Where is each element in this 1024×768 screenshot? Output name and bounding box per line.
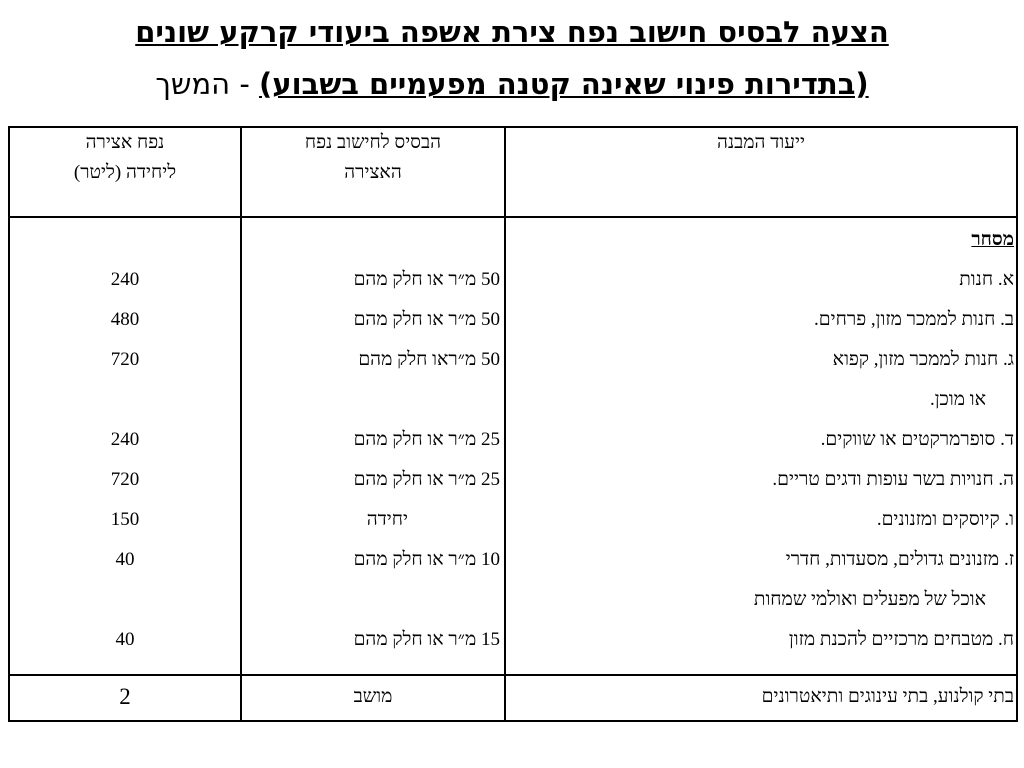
cinemas-volume: 2 [9,675,241,721]
table-row-basis: יחידה [366,509,408,530]
header-volume [9,127,241,217]
volume-column [9,217,241,675]
table-row-dest: ד. סופרמרקטים או שווקים. [820,429,1014,450]
table-row-basis: 10 מ״ר או חלק מהם [353,549,500,570]
table-row-basis: 25 מ״ר או חלק מהם [353,429,500,450]
table-row-dest: ג. חנות לממכר מזון, קפוא [832,349,1014,370]
table-row-dest: ח. מטבחים מרכזיים להכנת מזון [788,629,1014,650]
section-label-commerce: מסחר [971,229,1014,250]
commerce-rows [9,217,1017,675]
table-row-volume: 150 [110,509,140,530]
page-subtitle [0,66,1024,102]
table-row-volume: 720 [110,469,140,490]
cinemas-destination: בתי קולנוע, בתי עינוגים ותיאטרונים [505,675,1017,721]
table-row-basis: 50 מ״ר או חלק מהם [353,309,500,330]
basis-column [241,217,505,675]
table-row-basis: 50 מ״ר או חלק מהם [353,269,500,290]
subtitle-frequency: (בתדירות פינוי שאינה קטנה מפעמיים בשבוע) [259,67,869,101]
table-row-cinemas [9,675,1017,721]
header-destination: ייעוד המבנה [505,127,1017,217]
header-basis-line1: הבסיס לחישוב נפח [304,132,442,153]
table-row-volume: 480 [110,309,140,330]
cinemas-basis: מושב [241,675,505,721]
header-volume-line1: נפח אצירה [85,132,165,153]
table-row-dest: ז. מזנונים גדולים, מסעדות, חדרי [785,549,1014,570]
table-row-volume: 40 [115,549,135,570]
table-row-dest: ב. חנות לממכר מזון, פרחים. [814,309,1014,330]
table-row-dest: א. חנות [959,269,1014,290]
table-row-dest-cont: או מוכן. [929,389,986,410]
header-basis [241,127,505,217]
page-title: הצעה לבסיס חישוב נפח צירת אשפה ביעודי קרקע שונים [135,15,889,49]
table-row-dest: ו. קיוסקים ומזנונים. [876,509,1014,530]
table-row-basis: 25 מ״ר או חלק מהם [353,469,500,490]
table-row-volume: 720 [110,349,140,370]
table-header-row [9,127,1017,217]
header-volume-line2: ליחידה (ליטר) [73,162,177,183]
table-row-volume: 40 [115,629,135,650]
table-row-dest: ה. חנויות בשר עופות ודגים טריים. [772,469,1014,490]
subtitle-continued: - המשך [155,67,260,101]
table-row-dest-cont: אוכל של מפעלים ואולמי שמחות [753,589,986,610]
table-row-volume: 240 [110,429,140,450]
header-basis-line2: האצירה [344,162,402,183]
waste-volume-table [8,126,1018,722]
table-row-volume: 240 [110,269,140,290]
table-row-basis: 15 מ״ר או חלק מהם [353,629,500,650]
destination-column [505,217,1017,675]
table-row-basis: 50 מ״ראו חלק מהם [358,349,500,370]
